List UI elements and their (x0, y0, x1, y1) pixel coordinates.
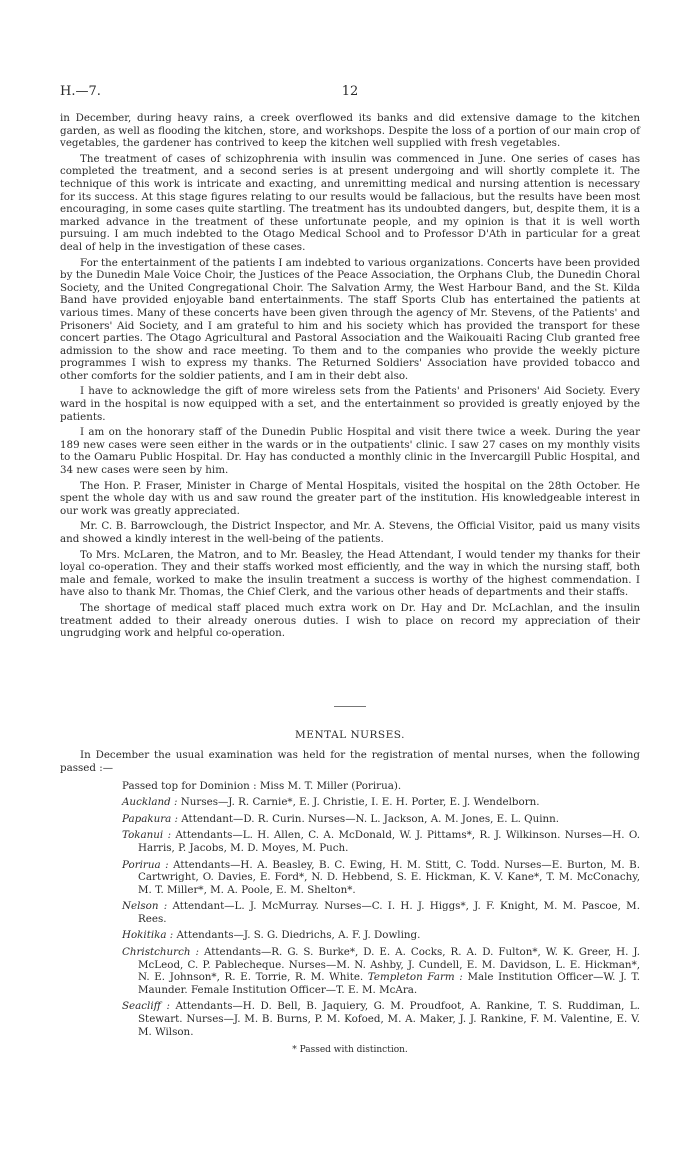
paragraph: For the entertainment of the patients I am indebted to various organizations. Concerts have been provided by the Dunedin Male Voice Choir, the Justices of the Peace Association, the Orphans Club, the Dunedin Choral Society, and the United Congregational Choir. The Salvation Army, the West Harbour Band, and the St. Kilda Band have provided enjoyable band entertainments. The staff Sports Club has entertained the patients at various times. Many of these concerts have been given through the agency of Mr. Stevens, of the Patients' and Prisoners' Aid Society, and I am grateful to him and his society which has provided the transport for these concert parties. The Otago Agricultural and Pastoral Association and the Waikouaiti Racing Club granted free admission to the show and race meeting. To them and to the companies who provide the weekly picture programmes I wish to express my thanks. The Returned Soldiers' Association have provided tobacco and other comforts for the soldier patients, and I am in their debt also. (60, 256, 640, 382)
page-number: 12 (341, 84, 359, 99)
list-item: Christchurch : Attendants—R. G. S. Burke*, D. E. A. Cocks, R. A. D. Fulton*, W. K. Greer, H. J. McLeod, C. P. Pablecheque. Nurses—M. N. Ashby, J. Cundell, E. M. Davidson, L. E. Hickman*, N. E. Johnson*, R. E. Torrie, R. M. White. Templeton Farm : Male Institution Officer—W. J. T. Maunder. Female Institution Officer—T. E. M. McAra. (122, 946, 641, 996)
hospital-name: Nelson : (122, 900, 168, 913)
list-item: Auckland : Nurses—J. R. Carnie*, E. J. Christie, I. E. H. Porter, E. J. Wendelborn. (122, 796, 540, 809)
paragraph: The shortage of medical staff placed much extra work on Dr. Hay and Dr. McLachlan, and the insulin treatment added to their already onerous duties. I wish to place on record my appreciation of their ungrudging work and helpful co-operation. (60, 601, 640, 640)
section-title: MENTAL NURSES. (295, 728, 405, 741)
section-divider (334, 706, 366, 707)
footnote: * Passed with distinction. (292, 1045, 408, 1056)
passed-list (60, 780, 640, 1039)
paragraph: I am on the honorary staff of the Dunedin Public Hospital and visit there twice a week. During the year 189 new cases were seen either in the wards or in the outpatients' clinic. I saw 27 cases on my monthly visits to the Oamaru Public Hospital. Dr. Hay has conducted a monthly clinic in the Invercargill Public Hospital, and 34 new cases were seen by him. (60, 426, 640, 477)
paragraph: Mr. C. B. Barrowclough, the District Inspector, and Mr. A. Stevens, the Official Visitor, paid us many visits and showed a kindly interest in the well-being of the patients. (60, 520, 640, 545)
paragraph: The Hon. P. Fraser, Minister in Charge of Mental Hospitals, visited the hospital on the 28th October. He spent the whole day with us and saw round the greater part of the institution. His knowledgeable interest in our work was greatly appreciated. (60, 479, 640, 517)
paragraph: To Mrs. McLaren, the Matron, and to Mr. Beasley, the Head Attendant, I would tender my thanks for their loyal co-operation. They and their staffs worked most efficiently, and the way in which the nursing staff, both male and female, worked to make the insulin treatment a success is worthy of the highest commendation. I have also to thank Mr. Thomas, the Chief Clerk, and the various other heads of departments and their staffs. (60, 548, 640, 599)
hospital-name: Templeton Farm : (367, 971, 463, 984)
hospital-name: Seacliff : (122, 1000, 170, 1013)
paragraph: I have to acknowledge the gift of more wireless sets from the Patients' and Prisoners' Aid Society. Every ward in the hospital is now equipped with a set, and the entertainment so provided is greatly enjoyed by the patients. (60, 385, 640, 423)
paragraph: in December, during heavy rains, a creek overflowed its banks and did extensive damage to the kitchen garden, as well as flooding the kitchen, store, and workshops. Despite the loss of a portion of our main crop of vegetables, the gardener has contrived to keep the kitchen well supplied with fresh vegetables. (60, 112, 640, 150)
list-item: Seacliff : Attendants—H. D. Bell, B. Jaquiery, G. M. Proudfoot, A. Rankine, T. S. Ruddiman, L. Stewart. Nurses—J. M. B. Burns, P. M. Kofoed, M. A. Maker, J. J. Rankine, F. M. Valentine, E. V. M. Wilson. (122, 1000, 640, 1038)
hospital-name: Auckland : (122, 796, 178, 809)
report-body (60, 112, 640, 1057)
document-reference: H.—7. (60, 84, 101, 99)
list-item: Hokitika : Attendants—J. S. G. Diedrichs, A. F. J. Dowling. (122, 929, 421, 942)
hospital-name: Christchurch : (122, 946, 199, 959)
hospital-name: Papakura : (122, 812, 179, 825)
hospital-name: Hokitika : (122, 929, 174, 942)
list-item: Passed top for Dominion : Miss M. T. Miller (Porirua). (122, 779, 402, 792)
paragraph: The treatment of cases of schizophrenia with insulin was commenced in June. One series of cases has completed the treatment, and a second series is at present undergoing and will shortly complete it. The technique of this work is intricate and exacting, and unremitting medical and nursing attention is necessary for its success. At this stage figures relating to our results would be fallacious, but the results have been most encouraging, in some cases quite startling. The treatment has its undoubted dangers, but, despite them, it is a marked advance in the treatment of these unfortunate people, and my opinion is that it is well worth pursuing. I am much indebted to the Otago Medical School and to Professor D'Ath in particular for a great deal of help in the investigation of these cases. (60, 152, 640, 253)
hospital-name: Porirua : (122, 858, 169, 871)
section-intro: In December the usual examination was held for the registration of mental nurses, when the following passed :— (60, 749, 640, 774)
hospital-name: Tokanui : (122, 829, 172, 842)
list-item: Nelson : Attendant—L. J. McMurray. Nurses—C. I. H. J. Higgs*, J. F. Knight, M. M. Pascoe, M. Rees. (122, 900, 640, 925)
list-item: Tokanui : Attendants—L. H. Allen, C. A. McDonald, W. J. Pittams*, R. J. Wilkinson. Nurses—H. O. Harris, P. Jacobs, M. D. Moyes, M. Puch. (122, 829, 640, 854)
page-header (60, 84, 640, 104)
list-item: Papakura : Attendant—D. R. Curin. Nurses—N. L. Jackson, A. M. Jones, E. L. Quinn. (122, 812, 560, 825)
list-item: Porirua : Attendants—H. A. Beasley, B. C. Ewing, H. M. Stitt, C. Todd. Nurses—E. Burton, M. B. Cartwright, O. Davies, E. Ford*, N. D. Hebbend, S. E. Hickman, K. V. Kane*, T. M. McConachy, M. T. Miller*, M. A. Poole, E. M. Shelton*. (122, 858, 640, 896)
